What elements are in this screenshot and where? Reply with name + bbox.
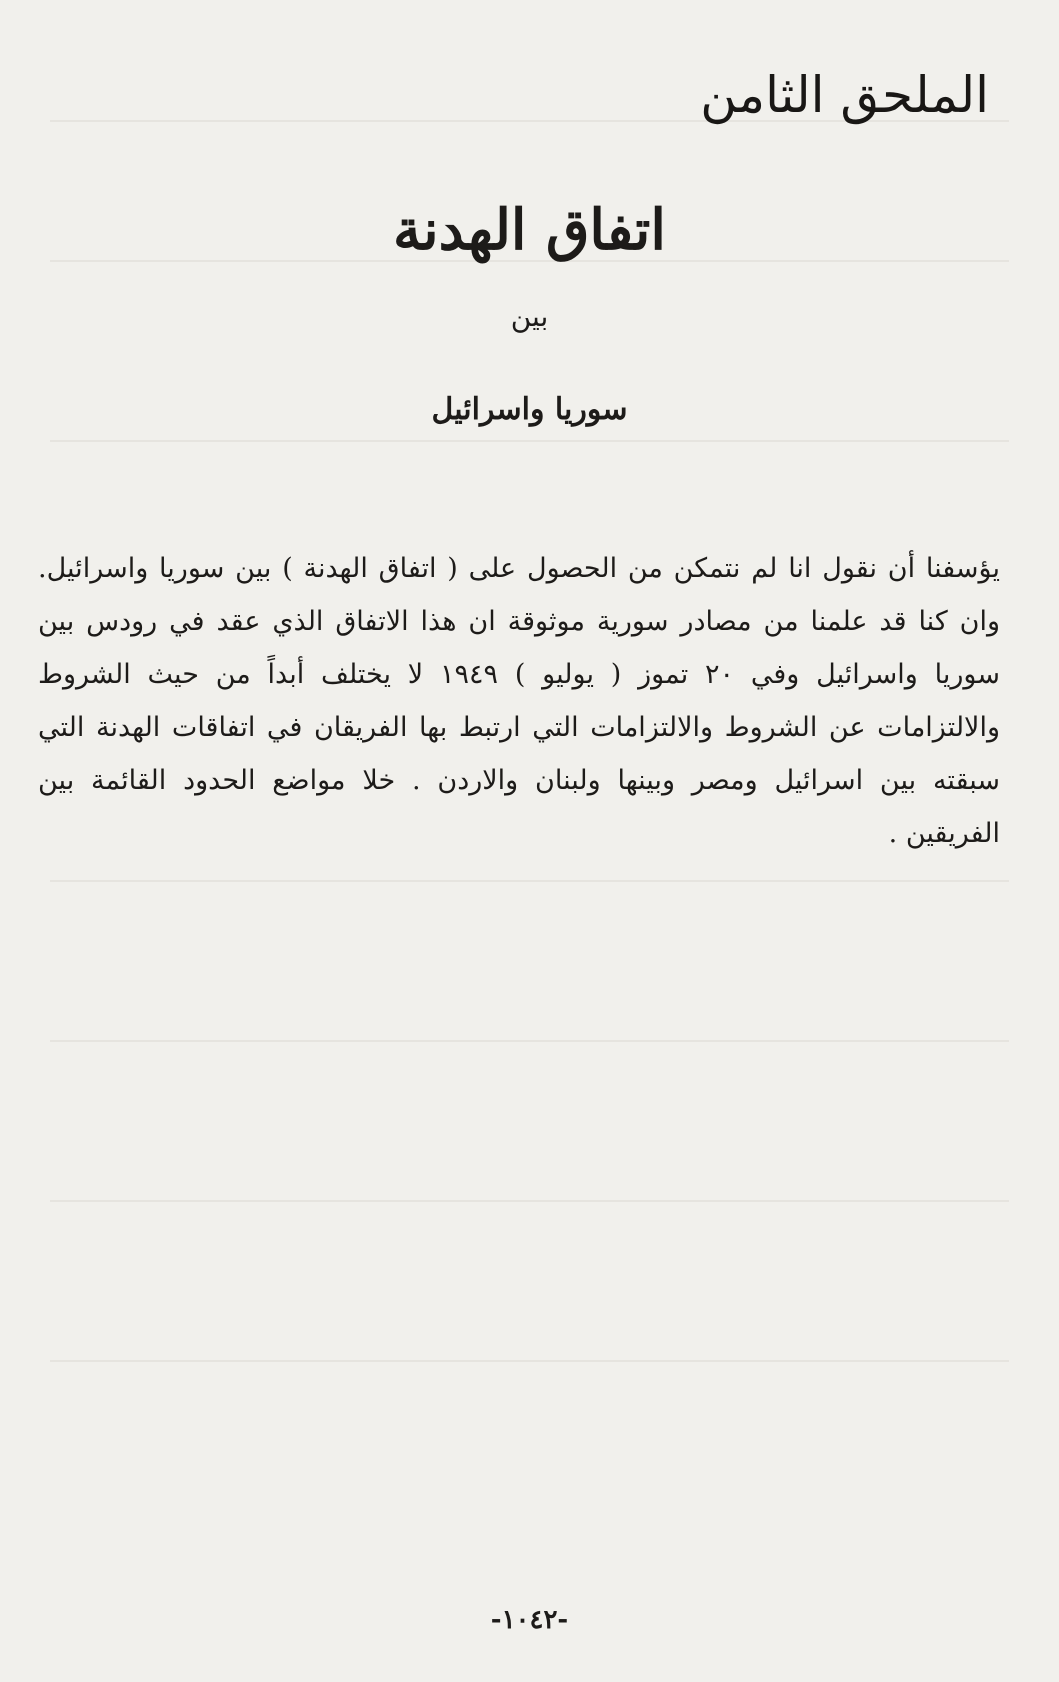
parties-label: سوريا واسرائيل	[431, 392, 628, 427]
bleed-through-line	[50, 880, 1009, 882]
bleed-through-line	[50, 1200, 1009, 1202]
bleed-through-line	[50, 1360, 1009, 1362]
appendix-title: الملحق الثامن	[700, 66, 989, 124]
between-label: بين	[510, 300, 549, 333]
bleed-through-line	[50, 440, 1009, 442]
body-paragraph: يؤسفنا أن نقول انا لم نتمكن من الحصول على ( اتفاق الهدنة ) بين سوريا واسرائيل. وان كنا قد علمنا من مصادر سورية موثوقة ان هذا الاتفاق الذي عقد في رودس بين سوريا واسرائيل وفي ٢٠ تموز ( يوليو ) ١٩٤٩ لا يختلف أبداً من حيث الشروط والالتزامات عن الشروط والالتزامات التي ارتبط بها الفريقان في اتفاقات الهدنة التي سبقته بين اسرائيل ومصر وبينها ولبنان والاردن . خلا مواضع الحدود القائمة بين الفريقين .	[38, 553, 1000, 849]
bleed-through-line	[50, 1040, 1009, 1042]
document-title: اتفاق الهدنة	[393, 197, 666, 263]
page-number: -١٠٤٢-	[490, 1605, 569, 1635]
